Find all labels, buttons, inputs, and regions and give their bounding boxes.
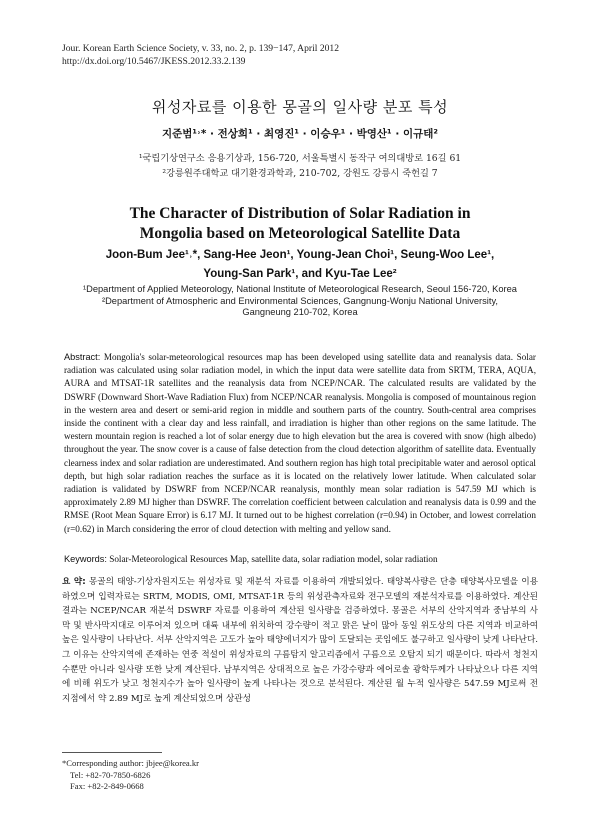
english-title-line-2: Mongolia based on Meteorological Satellite Data — [139, 225, 461, 242]
footnote — [62, 758, 199, 793]
korean-abstract — [62, 575, 538, 706]
korean-abstract-text: 몽골의 태양-기상자원지도는 위성자료 및 재분석 자료를 이용하여 개발되었다. 태양복사량은 단층 태양복사모델을 이용하였으며 입력자료는 SRTM, MODIS, OMI, MTSAT-1R 등의 위성관측자료와 전구모델의 재분석자료를 이용하였다. 계산된 결과는 NCEP/NCAR 재분석 DSWRF 자료를 이용하여 계산된 일사량을 검증하였다. 몽골은 서부의 산악지역과 중남부의 사막 및 반사막지대로 이루어져 있으며 대륙 내부에 위치하여 강수량이 적고 맑은 날이 많아 동일 위도상의 다른 지역과 비교하여 높은 일사량이 나타난다. 서부 산악지역은 고도가 높아 태양에너지가 많이 도달되는 곳임에도 불구하고 일사량이 낮게 나타난다. 그 이유는 산악지역에 존재하는 연중 적설이 위성자료의 구름탐지 알고리즘에서 구름으로 오탐지 되기 때문이다. 따라서 청천지수뿐만 아니라 일사량 또한 낮게 계산된다. 남부지역은 상대적으로 높은 가강수량과 에어로솔 광학두께가 나타났으나 다른 지역에 비해 위도가 낮고 청천지수가 높아 일사량이 높게 나타나는 것으로 분석된다. 계산된 월 누적 일사량은 547.59 MJ로써 전 지점에서 약 2.89 MJ로 높게 계산되었으며 상관성 — [62, 577, 538, 704]
fax: Fax: +82-2-849-0668 — [70, 781, 144, 791]
korean-affiliation-2: ²강릉원주대학교 대기환경과학과, 210-702, 강원도 강릉시 죽헌길 7 — [162, 168, 438, 179]
keywords-text: Solar-Meteorological Resources Map, satellite data, solar radiation model, solar radiation — [109, 554, 438, 564]
english-affiliation-1: ¹Department of Applied Meteorology, National Institute of Meteorological Research, Seoul 156-720, Korea — [83, 284, 517, 294]
journal-citation: Jour. Korean Earth Science Society, v. 33, no. 2, p. 139−147, April 2012 — [62, 43, 340, 54]
korean-affiliation-1: ¹국립기상연구소 응용기상과, 156-720, 서울특별시 동작구 여의대방로 16길 61 — [138, 153, 462, 164]
english-authors-line-2: Young-San Park¹, and Kyu-Tae Lee² — [203, 268, 397, 280]
keywords — [64, 553, 536, 565]
abstract — [64, 351, 536, 536]
keywords-label: Keywords: — [64, 554, 107, 564]
korean-abstract-label: 요 약: — [62, 577, 86, 587]
corresponding-author: *Corresponding author: jbjee@korea.kr — [62, 758, 200, 768]
english-authors — [0, 246, 600, 284]
abstract-text: Mongolia's solar-meteorological resources map has been developed using satellite data and reanalysis data. Solar radiation was calculated using solar radiation model, in which the input data were satellite data from SRTM, TERA, AQUA, AURA and MTSAT-1R satellites and the reanalysis data from NCEP/NCAR. The calculated results are validated by the DSWRF (Downward Short-Wave Radiation Flux) from NCEP/NCAR reanalysis. Mongolia is composed of mountainous region in the western area and desert or semi-arid region in middle and southern parts of the country. South-central area comprises inside the continent with a clear day and less rainfall, and irradiation is higher than other regions on the same latitude. The western mountain region is reached a lot of solar energy due to high elevation but the area is covered with snow (high albedo) throughout the year. The snow cover is a cause of false detection from the cloud detection algorithm of satellite data. Eventually clearness index and solar radiation are underestimated. And southern region has high total precipitable water and aerosol optical depth, but high solar radiation reaches the surface as it is located on the relatively lower latitude. When calculated solar radiation is validated by DSWRF from NCEP/NCAR reanalysis, monthly mean solar radiation is 547.59 MJ which is approximately 2.89 MJ higher than DSWRF. The correlation coefficient between calculation and reanalysis data is 0.99 and the RMSE (Root Mean Square Error) is 6.17 MJ. It turned out to be highest correlation (r=0.94) in October, and lowest correlation (r=0.62) in March considering the error of cloud detection with melting and yellow sand. — [64, 352, 536, 534]
english-affiliation-2-cont: Gangneung 210-702, Korea — [242, 307, 358, 317]
journal-doi[interactable]: http://dx.doi.org/10.5467/JKESS.2012.33.2.139 — [62, 56, 246, 67]
journal-header — [62, 42, 339, 68]
english-title — [0, 204, 600, 244]
footnote-divider — [62, 752, 162, 753]
korean-title: 위성자료를 이용한 몽골의 일사량 분포 특성 — [151, 98, 449, 116]
english-affiliation-2: ²Department of Atmospheric and Environmental Sciences, Gangnung-Wonju National University, — [101, 295, 498, 306]
english-affiliations — [30, 284, 570, 319]
english-authors-line-1: Joon-Bum Jee¹˒*, Sang-Hee Jeon¹, Young-Jean Choi¹, Seung-Woo Lee¹, — [105, 249, 495, 261]
english-title-line-1: The Character of Distribution of Solar Radiation in — [129, 205, 471, 222]
abstract-label: Abstract: — [64, 352, 101, 362]
korean-authors: 지준범¹˒* · 전상희¹ · 최영진¹ · 이승우¹ · 박영산¹ · 이규태² — [161, 128, 438, 140]
telephone: Tel: +82-70-7850-6826 — [70, 769, 151, 780]
